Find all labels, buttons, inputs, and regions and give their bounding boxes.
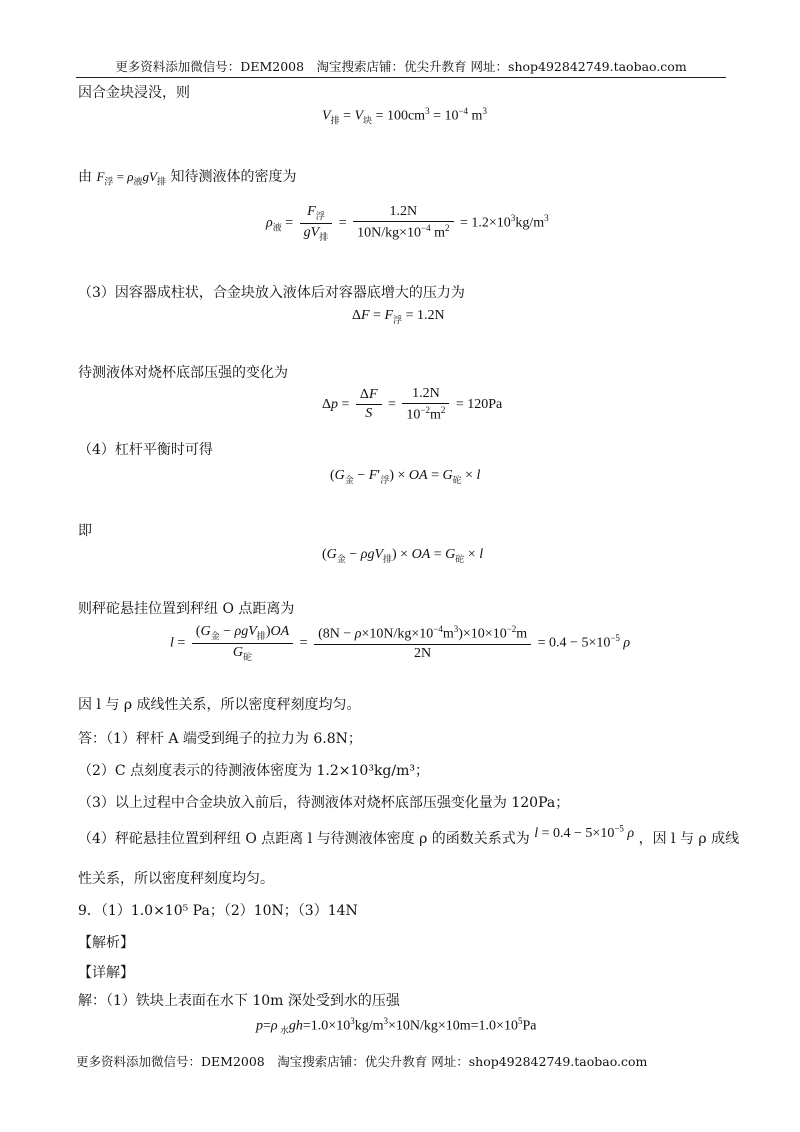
question-9-answer: 9．（1）1.0×10⁵ Pa；（2）10N；（3）14N [78,903,358,919]
solution-line: 解：（1）铁块上表面在水下 10m 深处受到水的压强 [78,993,400,1009]
text-line: 因 l 与 ρ 成线性关系，所以密度秤刻度均匀。 [78,697,361,713]
text-line: （4）杠杆平衡时可得 [78,442,213,458]
text-line: 因合金块浸没，则 [78,85,190,101]
page-footer: 更多资料添加微信号：DEM2008 淘宝搜索店铺：优尖升教育 网址：shop492842749.taobao.com [76,1054,648,1069]
answer-line-1: 答：（1）秤杆 A 端受到绳子的拉力为 6.8N； [78,731,362,747]
equation-volume: $V_排 = V_块 = 100cm^3 = 10^{-4}$ $m^3$ [322,106,487,126]
equation-water-pressure: p=ρ $_水gh=1.0\times 10^3kg/m^3\times 10N/kg\times 10m=1.0\times 10^5Pa$ [256,1016,537,1036]
equation-density: $\rho_液$ = $\frac{F_浮}{gV_排}$ = $\frac{1.2N}{10N/kg\times 10^{-4} m^2}$ = $1.2\times 10^3kg/m^3$ [266,204,549,242]
page-header: 更多资料添加微信号：DEM2008 淘宝搜索店铺：优尖升教育 网址：shop492842749.taobao.com [76,57,726,78]
text-line: 即 [78,523,92,539]
answer-line-4-cont: 性关系，所以密度秤刻度均匀。 [78,871,274,887]
answer-line-3: （3）以上过程中合金块放入前后，待测液体对烧杯底部压强变化量为 120Pa； [78,795,570,811]
equation-pressure: Δp = $\frac{\Delta F}{S}$ = $\frac{1.2N}{10^{-2}m^2}$ = 120Pa [322,386,503,423]
answer-line-4: （4）秤砣悬挂位置到秤纽 O 点距离 l 与待测液体密度 ρ 的函数关系式为 $l = 0.4 - 5\times 10^{-5}$ ρ ，因 l 与 ρ 成线 [78,823,740,847]
text-line: 则秤砣悬挂位置到秤纽 O 点距离为 [78,601,295,617]
section-detail: 【详解】 [78,965,134,981]
text-line: （3）因容器成柱状，合金块放入液体后对容器底增大的压力为 [78,285,465,301]
equation-lever-2: $(G_金 - \rho gV_排)$ × OA = $G_砣 \times l$ [322,547,484,564]
equation-distance: l = $\frac{(G_金 - \rho gV_排)OA}{G_砣}$ = $\frac{(8N - \rho\times 10N/kg\times 10^{-4}m^3)\times 10\times 10^{-2}m}{2N}$ = $0.4 - 5\times 10^{-5}$ ρ [170,624,631,662]
equation-lever-1: $(G_金 - F'_浮)$ × OA = $G_砣 \times l$ [330,468,481,485]
text-line: 待测液体对烧杯底部压强的变化为 [78,365,288,381]
answer-line-2: （2）C 点刻度表示的待测液体密度为 1.2×10³kg/m³； [78,763,429,779]
section-analysis: 【解析】 [78,935,134,951]
equation-force: $\Delta F = F_浮 = 1.2N$ [352,308,445,325]
text-line: 由 $F_浮 = \rho_液gV_排$ 知待测液体的密度为 [78,169,297,187]
